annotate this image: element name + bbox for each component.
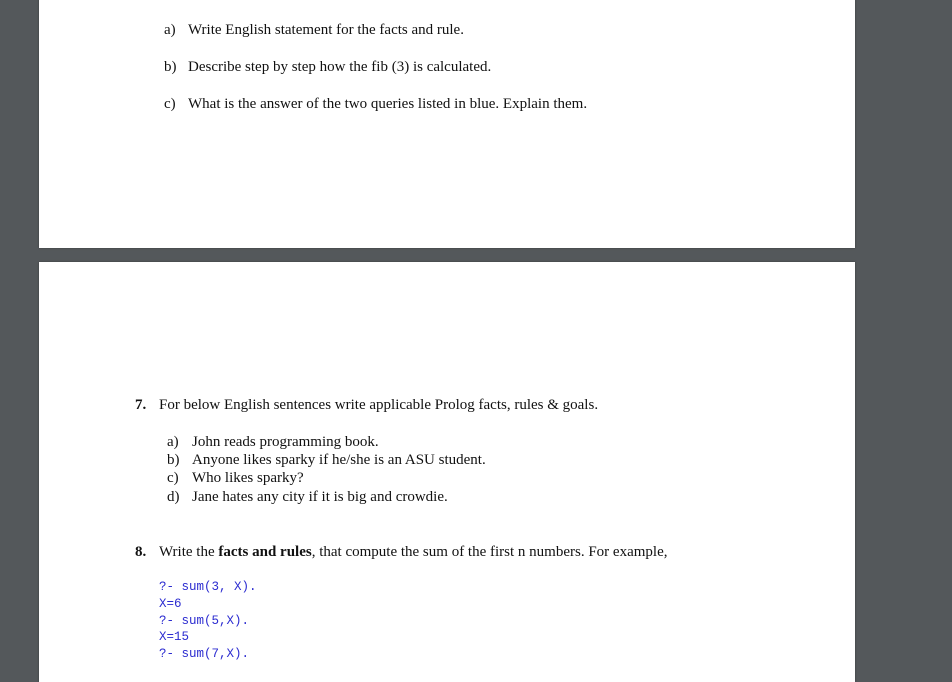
question-8-heading: 8. Write the facts and rules, that compute the sum of the first n numbers. For example, [135,544,668,560]
question-item-b: b) Describe step by step how the fib (3) is calculated. [164,59,492,75]
code-line-1: ?- sum(3, X). [159,580,257,594]
code-line-5: ?- sum(7,X). [159,647,250,661]
document-page-2 [39,262,855,682]
question-7-heading: 7. For below English sentences write applicable Prolog facts, rules & goals. [135,397,599,413]
question-item-a: a) Write English statement for the facts and rule. [164,22,464,38]
q7-item-c: c) Who likes sparky? [167,470,304,486]
q7-item-d: d) Jane hates any city if it is big and crowdie. [167,489,448,505]
question-item-c: c) What is the answer of the two queries listed in blue. Explain them. [164,96,588,112]
code-line-4: X=15 [159,630,190,644]
q7-item-b: b) Anyone likes sparky if he/she is an ASU student. [167,452,486,468]
document-page-1 [39,0,855,248]
code-line-2: X=6 [159,597,182,611]
q7-item-a: a) John reads programming book. [167,434,379,450]
code-line-3: ?- sum(5,X). [159,614,250,628]
